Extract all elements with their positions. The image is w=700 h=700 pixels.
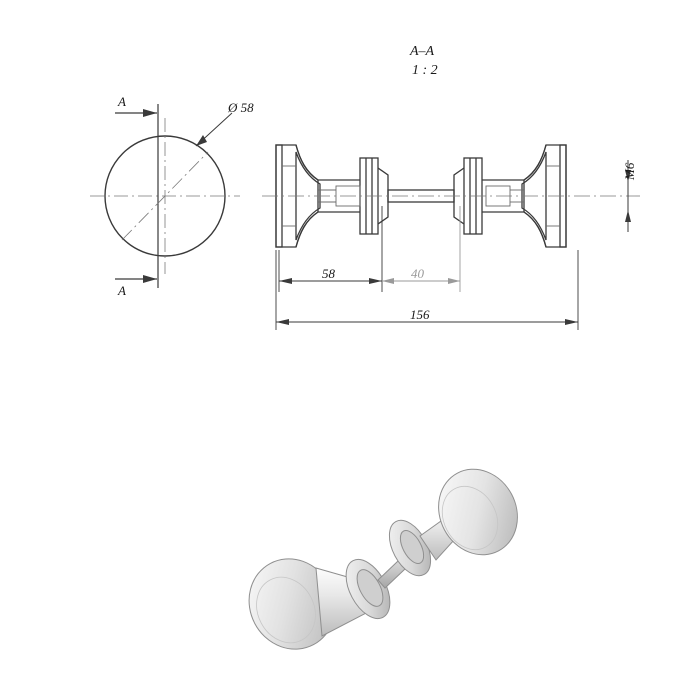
left-flare-bottom xyxy=(296,212,318,247)
diameter-leader xyxy=(122,113,232,240)
diameter-label: Ø 58 xyxy=(228,100,254,115)
left-flare-top xyxy=(296,145,318,180)
dimension-58: 58 xyxy=(322,266,335,281)
dimension-40: 40 xyxy=(411,266,424,281)
dimension-156: 156 xyxy=(410,307,430,322)
thread-label-m6: M6 xyxy=(622,162,637,180)
section-title: A–A xyxy=(410,44,435,59)
scale-label: 1 : 2 xyxy=(412,63,438,78)
section-mark-a-top: A xyxy=(118,94,126,109)
render-3d-assembly xyxy=(233,455,532,664)
arrow-top-head xyxy=(143,109,157,117)
leader-arrow xyxy=(196,135,207,146)
dimension-chain-inner xyxy=(279,206,460,292)
right-flare-top xyxy=(524,145,546,180)
section-mark-a-bottom: A xyxy=(118,283,126,298)
arrow-bottom-head xyxy=(143,275,157,283)
right-flare-bottom xyxy=(524,212,546,247)
